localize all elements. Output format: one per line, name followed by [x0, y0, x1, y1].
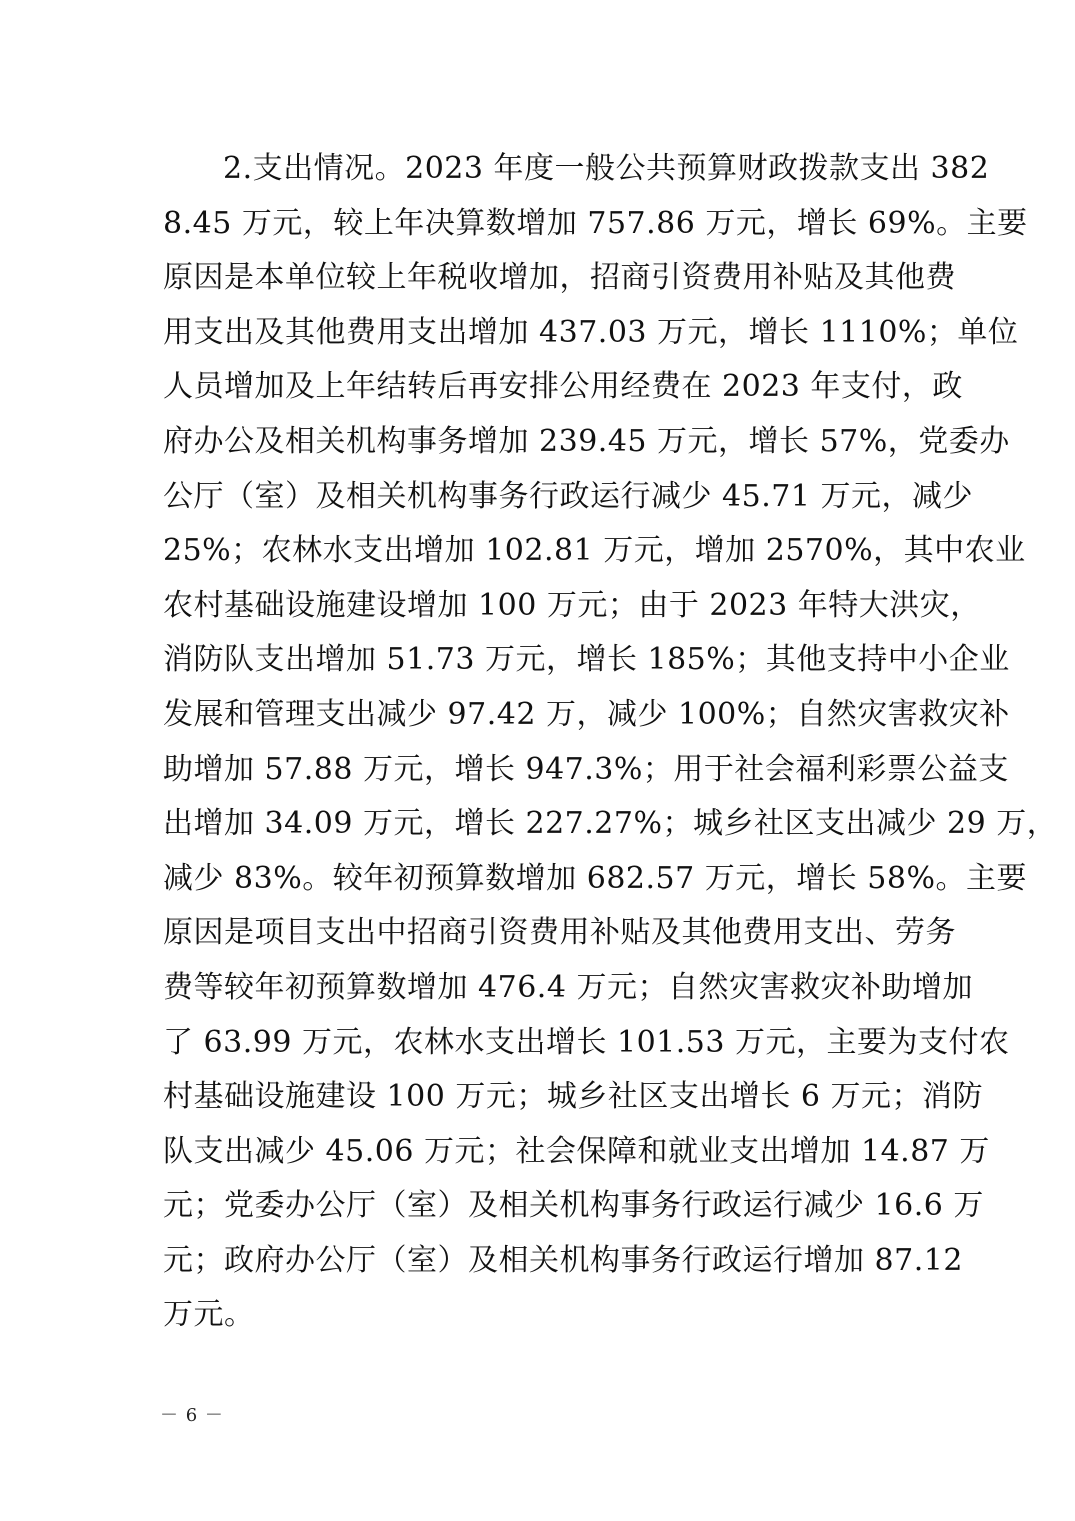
- text-line: 万元。: [163, 1297, 255, 1333]
- text-line: 原因是项目支出中招商引资费用补贴及其他费用支出、劳务: [163, 915, 956, 951]
- text-line: 发展和管理支出减少 97.42 万，减少 100%；自然灾害救灾补: [163, 696, 1010, 732]
- text-line: 元；政府办公厅（室）及相关机构事务行政运行增加 87.12: [163, 1242, 963, 1278]
- text-line: 元；党委办公厅（室）及相关机构事务行政运行减少 16.6 万: [163, 1188, 984, 1224]
- text-line: 消防队支出增加 51.73 万元，增长 185%；其他支持中小企业: [163, 642, 1010, 678]
- text-line: 费等较年初预算数增加 476.4 万元；自然灾害救灾补助增加: [163, 969, 973, 1005]
- text-line: 人员增加及上年结转后再安排公用经费在 2023 年支付，政: [163, 369, 963, 405]
- page-number: － 6 －: [160, 1405, 224, 1426]
- text-line: 了 63.99 万元，农林水支出增长 101.53 万元，主要为支付农: [163, 1024, 1010, 1060]
- paragraph-expenditure: [163, 142, 1058, 1343]
- text-line: 2.支出情况。2023 年度一般公共预算财政拨款支出 382: [223, 151, 990, 186]
- text-line: 8.45 万元，较上年决算数增加 757.86 万元，增长 69%。主要: [163, 205, 1028, 241]
- text-line: 减少 83%。较年初预算数增加 682.57 万元，增长 58%。主要: [163, 860, 1027, 896]
- text-line: 用支出及其他费用支出增加 437.03 万元，增长 1110%；单位: [163, 314, 1019, 350]
- text-line: 出增加 34.09 万元，增长 227.27%；城乡社区支出减少 29 万，: [163, 806, 1058, 842]
- text-line: 25%；农林水支出增加 102.81 万元，增加 2570%，其中农业: [163, 533, 1026, 569]
- text-line: 府办公及相关机构事务增加 239.45 万元，增长 57%，党委办: [163, 423, 1010, 459]
- text-line: 农村基础设施建设增加 100 万元；由于 2023 年特大洪灾，: [163, 587, 981, 623]
- text-line: 村基础设施建设 100 万元；城乡社区支出增长 6 万元；消防: [163, 1079, 983, 1115]
- text-line: 原因是本单位较上年税收增加，招商引资费用补贴及其他费: [163, 260, 956, 296]
- text-line: 队支出减少 45.06 万元；社会保障和就业支出增加 14.87 万: [163, 1133, 990, 1169]
- text-line: 助增加 57.88 万元，增长 947.3%；用于社会福利彩票公益支: [163, 751, 1009, 787]
- text-line: 公厅（室）及相关机构事务行政运行减少 45.71 万元，减少: [163, 478, 973, 514]
